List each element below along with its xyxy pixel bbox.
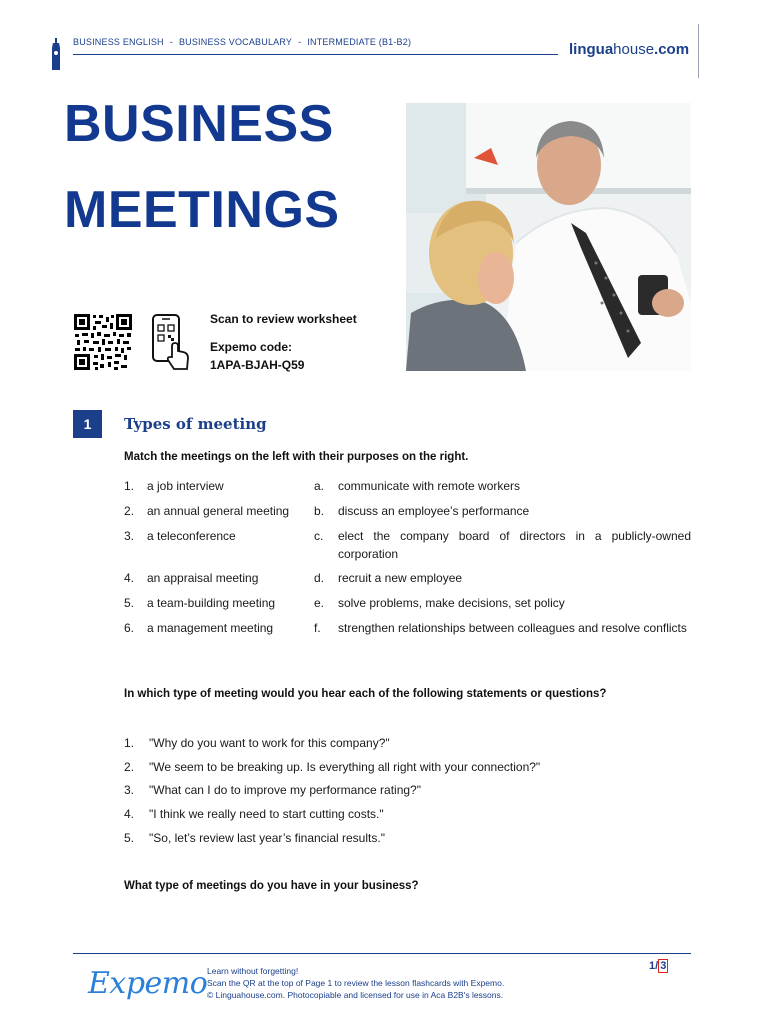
- list-item-letter: c.: [314, 529, 324, 543]
- purpose-item: solve problems, make decisions, set policy: [338, 596, 565, 610]
- list-item-number: 2.: [124, 760, 135, 774]
- footer-tagline: Learn without forgetting!: [207, 966, 299, 976]
- list-item-letter: e.: [314, 596, 325, 610]
- list-item-number: 5.: [124, 596, 135, 610]
- list-item-number: 6.: [124, 621, 135, 635]
- list-item-number: 2.: [124, 504, 135, 518]
- list-item-number: 5.: [124, 831, 135, 845]
- breadcrumb-item[interactable]: INTERMEDIATE (B1-B2): [307, 37, 412, 47]
- statement-item: "What can I do to improve my performance rating?": [149, 783, 421, 797]
- list-item-number: 3.: [124, 529, 135, 543]
- phone-scan-icon: [150, 313, 192, 371]
- purpose-item: recruit a new employee: [338, 571, 463, 585]
- meeting-type-item: a team-building meeting: [147, 596, 276, 610]
- section-number-badge: 1: [73, 410, 102, 438]
- linguahouse-logo[interactable]: linguahouse.com: [569, 41, 690, 58]
- list-item-letter: f.: [314, 621, 321, 635]
- meeting-type-item: a job interview: [147, 479, 224, 493]
- statement-item: "I think we really need to start cutting costs.": [149, 807, 384, 821]
- footer-divider: [73, 953, 691, 954]
- purpose-item: strengthen relationships between colleagues and resolve conflicts: [338, 621, 687, 635]
- expemo-logo[interactable]: Expemo: [88, 966, 208, 1001]
- scan-to-review-label: Scan to review worksheet: [210, 312, 357, 326]
- instruction-discussion: What type of meetings do you have in your business?: [124, 880, 419, 892]
- instruction-match: Match the meetings on the left with their purposes on the right.: [124, 451, 469, 463]
- business-meeting-photo: [406, 103, 691, 371]
- breadcrumb: BUSINESS ENGLISH - BUSINESS VOCABULARY - INTERMEDIATE (B1-B2): [73, 37, 412, 47]
- meeting-type-item: an annual general meeting: [147, 504, 290, 518]
- purpose-item: discuss an employee’s performance: [338, 504, 530, 518]
- qr-code-icon[interactable]: [73, 313, 133, 371]
- list-item-number: 1.: [124, 479, 135, 493]
- list-item-number: 3.: [124, 783, 135, 797]
- purpose-item: elect the company board of directors in a publicly-owned corporation: [338, 529, 691, 561]
- list-item-letter: b.: [314, 504, 325, 518]
- list-item-number: 4.: [124, 807, 135, 821]
- list-item-number: 1.: [124, 736, 135, 750]
- statement-item: "So, let’s review last year’s financial results.": [149, 831, 385, 845]
- statement-item: "Why do you want to work for this company?": [149, 736, 390, 750]
- footer-instruction: Scan the QR at the top of Page 1 to review the lesson flashcards with Expemo.: [207, 978, 505, 988]
- tower-logo-icon: [50, 38, 62, 70]
- meeting-type-item: a teleconference: [147, 529, 236, 543]
- page-title-line1: BUSINESS: [64, 95, 334, 153]
- page-current: 1: [649, 960, 656, 972]
- breadcrumb-item[interactable]: BUSINESS VOCABULARY: [178, 37, 293, 47]
- page-title-line2: MEETINGS: [64, 181, 340, 239]
- meeting-type-item: a management meeting: [147, 621, 274, 635]
- list-item-letter: a.: [314, 479, 325, 493]
- list-item-number: 4.: [124, 571, 135, 585]
- list-item-letter: d.: [314, 571, 325, 585]
- breadcrumb-item[interactable]: BUSINESS ENGLISH: [73, 37, 164, 47]
- meeting-type-item: an appraisal meeting: [147, 571, 259, 585]
- footer-copyright: © Linguahouse.com. Photocopiable and licensed for use in Aca B2B's lessons.: [207, 990, 504, 1000]
- statement-item: "We seem to be breaking up. Is everything all right with your connection?": [149, 760, 541, 774]
- page-number: 1/ 3: [649, 960, 667, 972]
- expemo-code-value: 1APA-BJAH-Q59: [210, 358, 305, 372]
- page-total[interactable]: 3: [660, 960, 667, 972]
- section-title: Types of meeting: [124, 415, 267, 433]
- header-vertical-divider: [698, 24, 699, 78]
- header-divider: [73, 54, 558, 55]
- purpose-item: communicate with remote workers: [338, 479, 521, 493]
- expemo-code-label: Expemo code:: [210, 340, 293, 354]
- instruction-statements: In which type of meeting would you hear each of the following statements or questions?: [124, 688, 607, 700]
